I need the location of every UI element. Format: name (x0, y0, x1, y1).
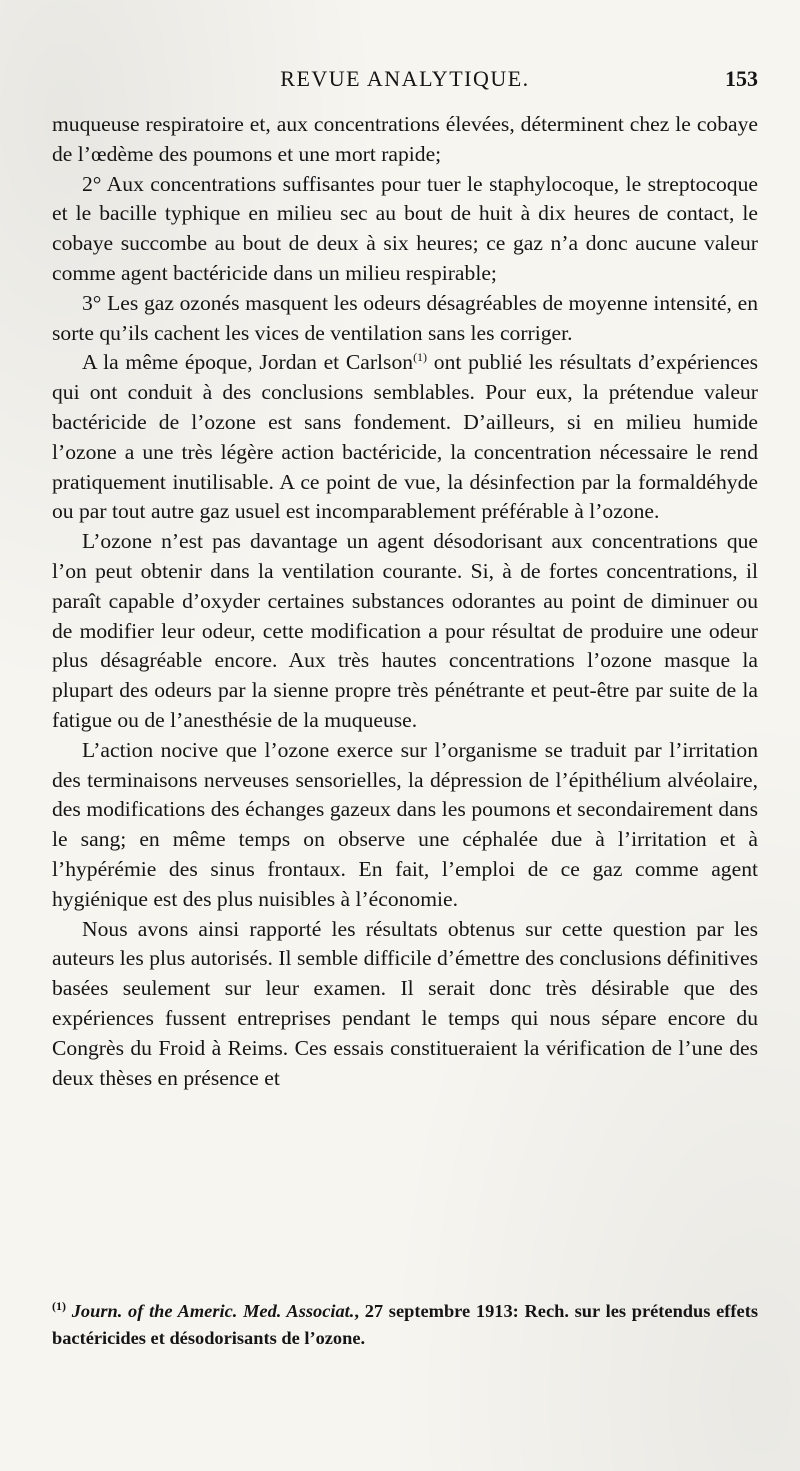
paragraph-conclusion: Nous avons ainsi rapporté les résultats obtenus sur cette question par les auteurs les plus autorisés. Il semble difficile d’émettre des conclusions définitives basées seulement sur leur examen. Il serait donc très désirable que des expériences fussent entreprises pendant le temps qui nous sépare encore du Congrès du Froid à Reims. Ces essais constitueraient la vérification de l’une des deux thèses en présence et (52, 916, 758, 1090)
paragraph-deodorant: L’ozone n’est pas davantage un agent désodorisant aux concentrations que l’on peut obtenir dans la ventilation courante. Si, à de fortes concentrations, il paraît capable d’oxyder certaines substances odorantes au point de diminuer ou de modifier leur odeur, cette modification a pour résultat de produire une odeur plus désagréable encore. Aux très hautes concentrations l’ozone masque la plupart des odeurs par la sienne propre très pénétrante et peut-être par suite de la fatigue ou de l’anesthésie de la muqueuse. (52, 529, 758, 732)
footnote (52, 1298, 758, 1352)
footnote-reference: (1) (413, 350, 428, 365)
footnote-marker: (1) (52, 1298, 66, 1313)
paragraph-harmful-action: L’action nocive que l’ozone exerce sur l’organisme se traduit par l’irritation des terminaisons nerveuses sensorielles, la dépression de l’épithélium alvéolaire, des modifications des échanges gazeux dans les poumons et secondairement dans le sang; en même temps on observe une céphalée due à l’irritation et à l’hypérémie des sinus frontaux. En fait, l’emploi de ce gaz comme agent hygiénique est des plus nuisibles à l’économie. (52, 737, 758, 911)
jordan-text-before: A la même époque, Jordan et Carlson (82, 350, 414, 375)
paragraph-continuation: muqueuse respiratoire et, aux concentrations élevées, déterminent chez le cobaye de l’œdème des poumons et une mort rapide; (52, 112, 758, 166)
paragraph-point-2: 2° Aux concentrations suffisantes pour tuer le staphylocoque, le streptocoque et le bacille typhique en milieu sec au bout de huit à dix heures de contact, le cobaye succombe au bout de deux à six heures; ce gaz n’a donc aucune valeur comme agent bactéricide dans un milieu respirable; (52, 171, 758, 285)
running-head (52, 64, 758, 94)
footnote-text: , 27 septembre 1913: Rech. sur les prétendus effets bactéricides et désodorisants de l’ozone. (52, 1301, 758, 1348)
running-title: REVUE ANALYTIQUE. (280, 66, 530, 91)
body-text (52, 110, 758, 1093)
jordan-text-after: ont publié les résultats d’expériences qui ont conduit à des conclusions semblables. Pour eux, la prétendue valeur bactéricide de l’ozone est sans fondement. D’ailleurs, si en milieu humide l’ozone a une très légère action bactéricide, la concentration nécessaire le rend pratiquement inutilisable. A ce point de vue, la désinfection par la formaldéhyde ou par tout autre gaz usuel est incomparablement préférable à l’ozone. (52, 350, 758, 524)
page-number: 153 (725, 66, 758, 91)
paragraph-jordan-carlson (52, 348, 758, 527)
paragraph-point-3: 3° Les gaz ozonés masquent les odeurs désagréables de moyenne intensité, en sorte qu’ils cachent les vices de ventilation sans les corriger. (52, 290, 758, 345)
footnote-journal: Journ. of the Americ. Med. Associat. (71, 1301, 355, 1321)
